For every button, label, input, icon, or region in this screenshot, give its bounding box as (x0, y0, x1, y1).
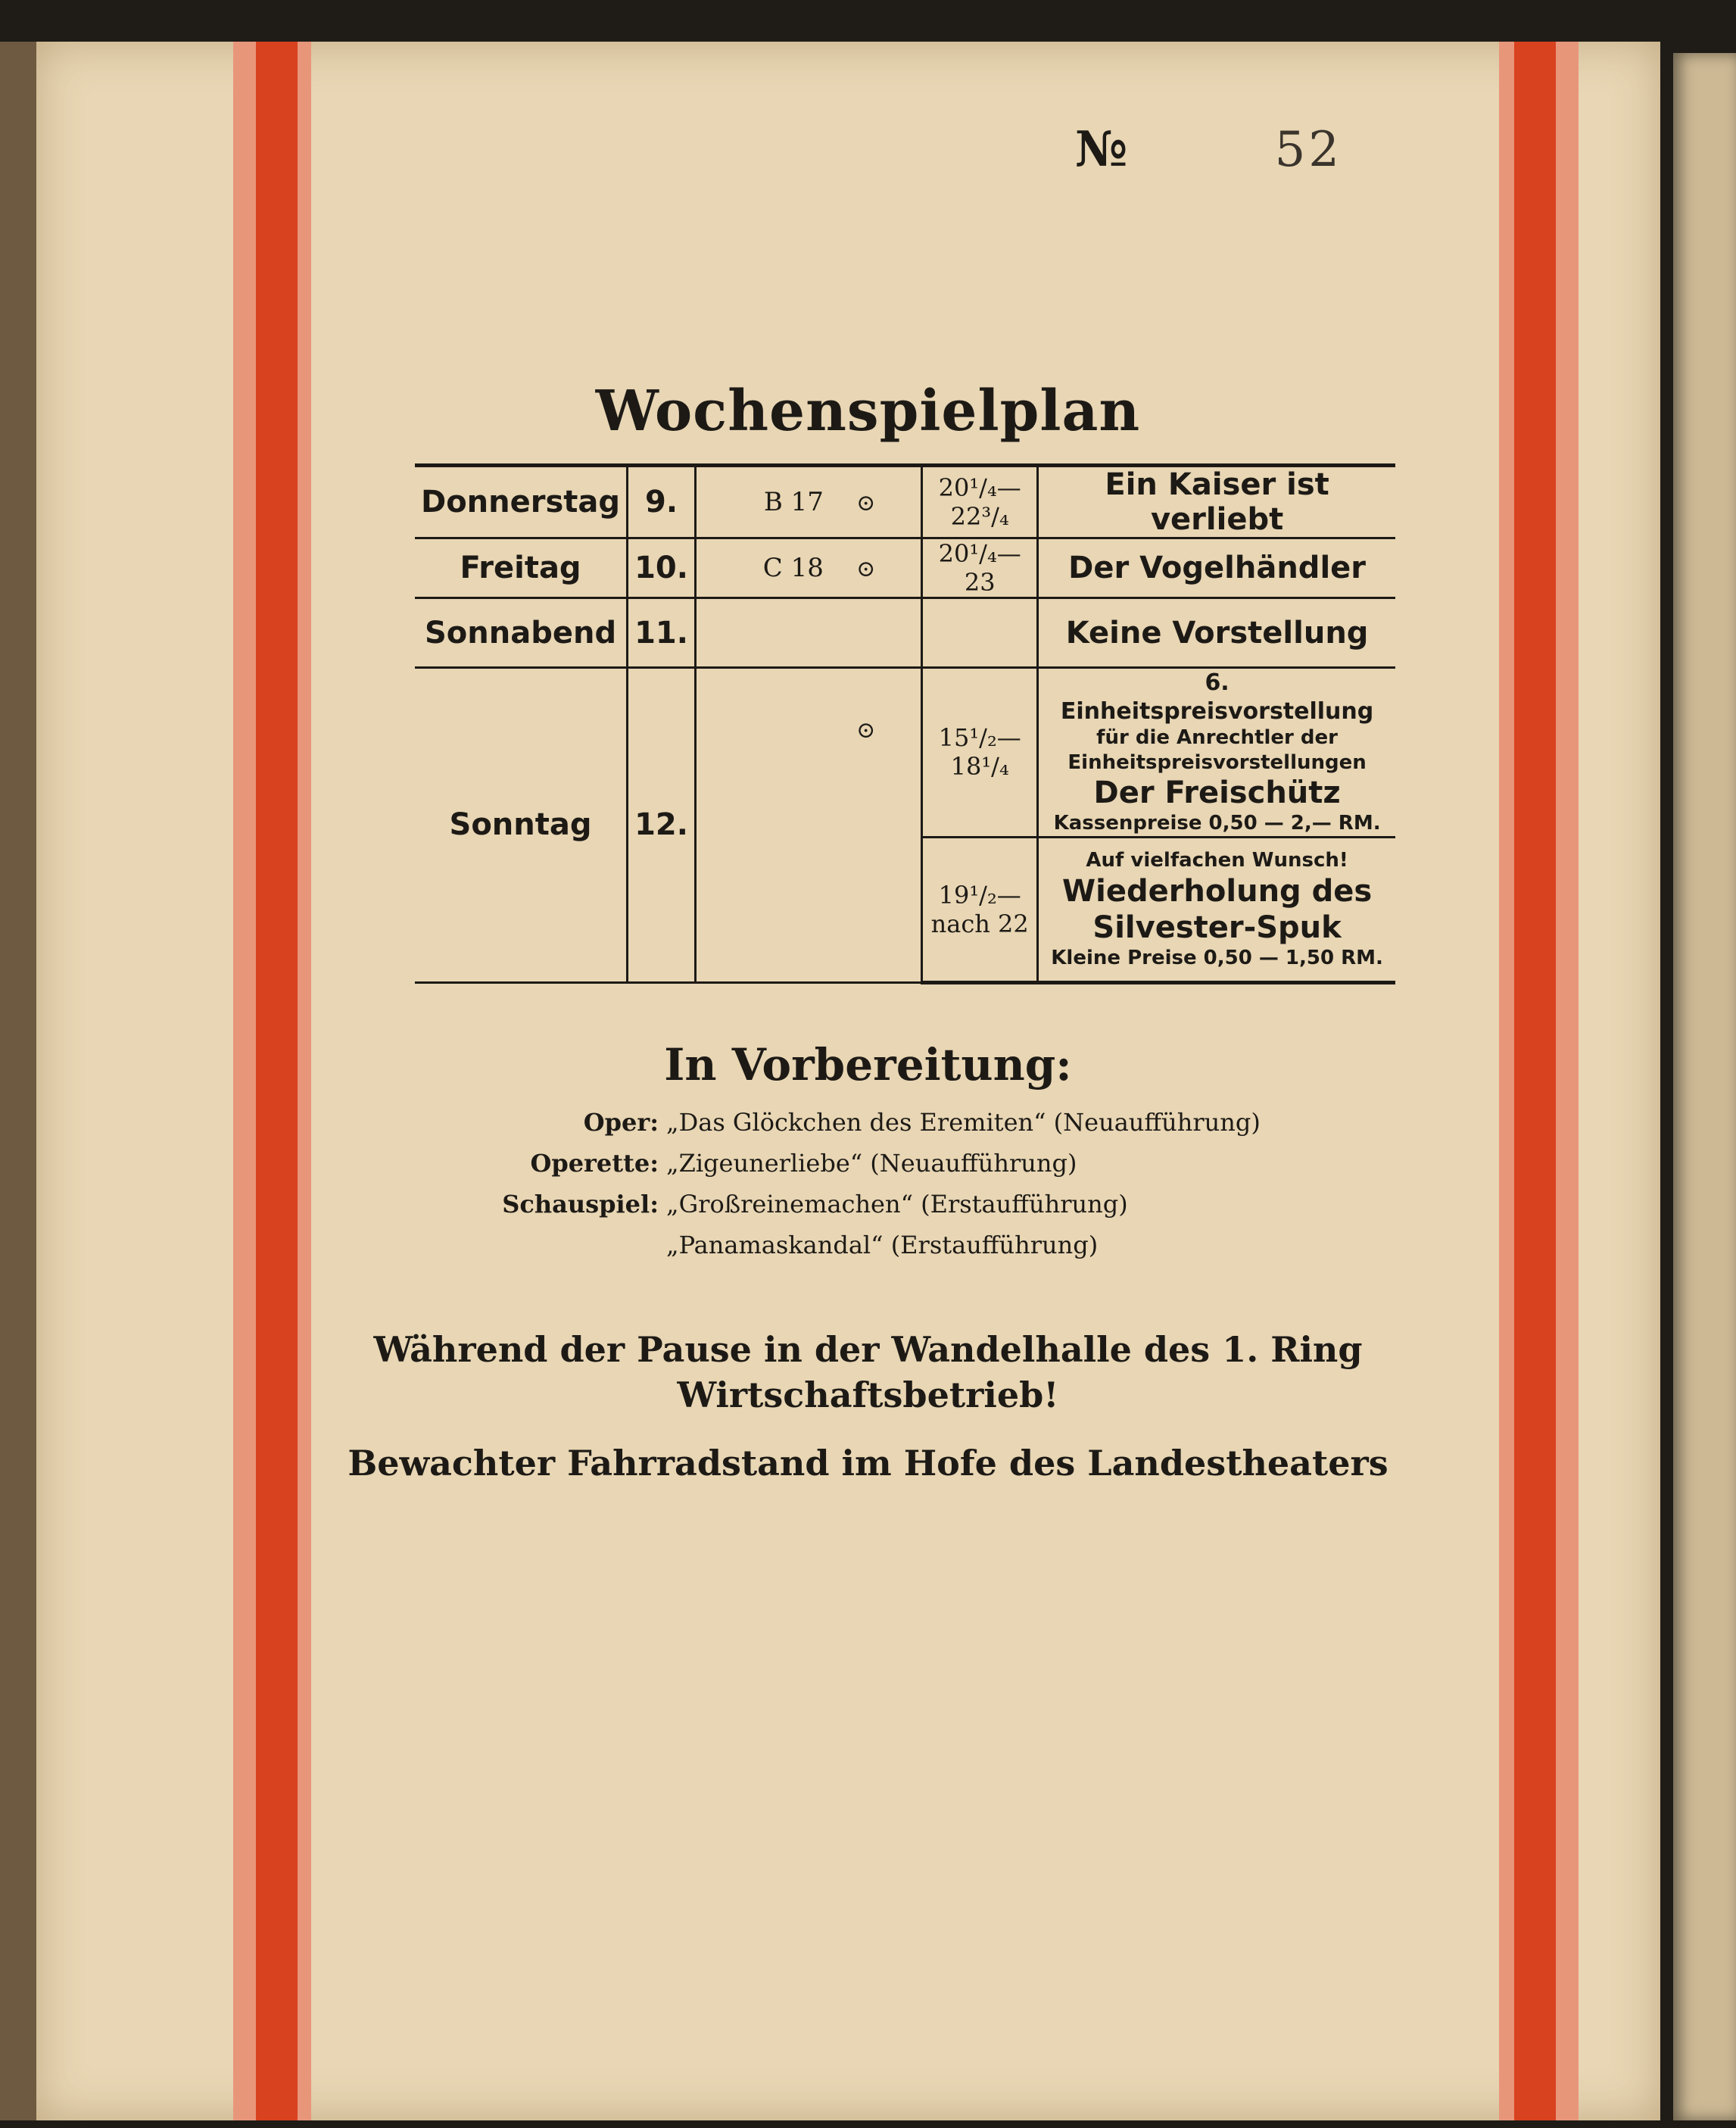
table-row (415, 668, 1395, 838)
time-cell: 20¹/₄—23 (922, 538, 1038, 598)
date-cell: 9. (628, 466, 696, 538)
schedule-table (415, 463, 1395, 984)
play-title: Der Freischütz (1093, 775, 1341, 810)
production-text: „Panamaskandal“ (Erstaufführung) (666, 1231, 1099, 1259)
genre-label: Oper: (583, 1108, 659, 1137)
table-row (415, 598, 1395, 668)
play-title: Wiederholung des (1061, 873, 1373, 909)
table-row (415, 466, 1395, 538)
show-note: 6. Einheitspreisvorstellung (1060, 669, 1374, 725)
code-cell (696, 466, 922, 538)
seat-block: B 17 (763, 487, 824, 517)
day-cell: Donnerstag (415, 466, 628, 538)
page-number-label: № (1075, 121, 1131, 178)
time-cell (922, 598, 1038, 668)
show-note: Auf vielfachen Wunsch! (1086, 849, 1348, 872)
day-cell: Sonnabend (415, 598, 628, 668)
date-cell: 10. (628, 538, 696, 598)
play-cell: Keine Vorstellung (1038, 598, 1395, 668)
play-cell (1038, 837, 1395, 982)
list-item (485, 1102, 1261, 1143)
notice-line: Bewachter Fahrradstand im Hofe des Landestheaters (348, 1443, 1388, 1484)
notice-line: Wirtschaftsbetrieb! (677, 1374, 1059, 1415)
table-row (415, 538, 1395, 598)
notice-line: Während der Pause in der Wandelhalle des 1. Ring (373, 1329, 1363, 1370)
seat-block: C 18 (762, 553, 824, 583)
code-cell (696, 668, 922, 983)
play-cell: Der Vogelhändler (1038, 538, 1395, 598)
genre-label: Schauspiel: (502, 1190, 659, 1218)
production-text: „Großreinemachen“ (Erstaufführung) (666, 1190, 1128, 1218)
code-cell (696, 538, 922, 598)
marker-icon: ⊙ (856, 490, 876, 516)
play-cell (1038, 668, 1395, 838)
marker-icon: ⊙ (856, 556, 876, 582)
show-prices: Kleine Preise 0,50 — 1,50 RM. (1051, 946, 1383, 969)
genre-label: Operette: (530, 1149, 659, 1178)
date-cell: 12. (628, 668, 696, 983)
day-cell: Freitag (415, 538, 628, 598)
code-cell (696, 598, 922, 668)
play-title: Silvester-Spuk (1092, 910, 1342, 945)
time-cell: 20¹/₄—22³/₄ (922, 466, 1038, 538)
show-note: für die Anrechtler der (1096, 726, 1338, 749)
time-cell: 15¹/₂—18¹/₄ (922, 668, 1038, 838)
list-item (485, 1143, 1261, 1184)
production-text: „Das Glöckchen des Eremiten“ (Neuaufführung) (666, 1108, 1261, 1137)
page-title: Wochenspielplan (595, 379, 1141, 444)
marker-icon: ⊙ (856, 717, 876, 744)
list-item (485, 1184, 1261, 1225)
page-number (1075, 121, 1342, 178)
day-cell: Sonntag (415, 668, 628, 983)
show-prices: Kassenpreise 0,50 — 2,— RM. (1053, 812, 1381, 835)
list-item (485, 1225, 1261, 1265)
play-cell: Ein Kaiser ist verliebt (1038, 466, 1395, 538)
show-note: Einheitspreisvorstellungen (1067, 750, 1367, 774)
preparation-heading: In Vorbereitung: (664, 1039, 1072, 1091)
production-text: „Zigeunerliebe“ (Neuaufführung) (666, 1149, 1077, 1178)
time-cell: 19¹/₂— nach 22 (922, 837, 1038, 982)
preparation-list (485, 1102, 1261, 1265)
page-number-value: 52 (1274, 122, 1342, 178)
date-cell: 11. (628, 598, 696, 668)
